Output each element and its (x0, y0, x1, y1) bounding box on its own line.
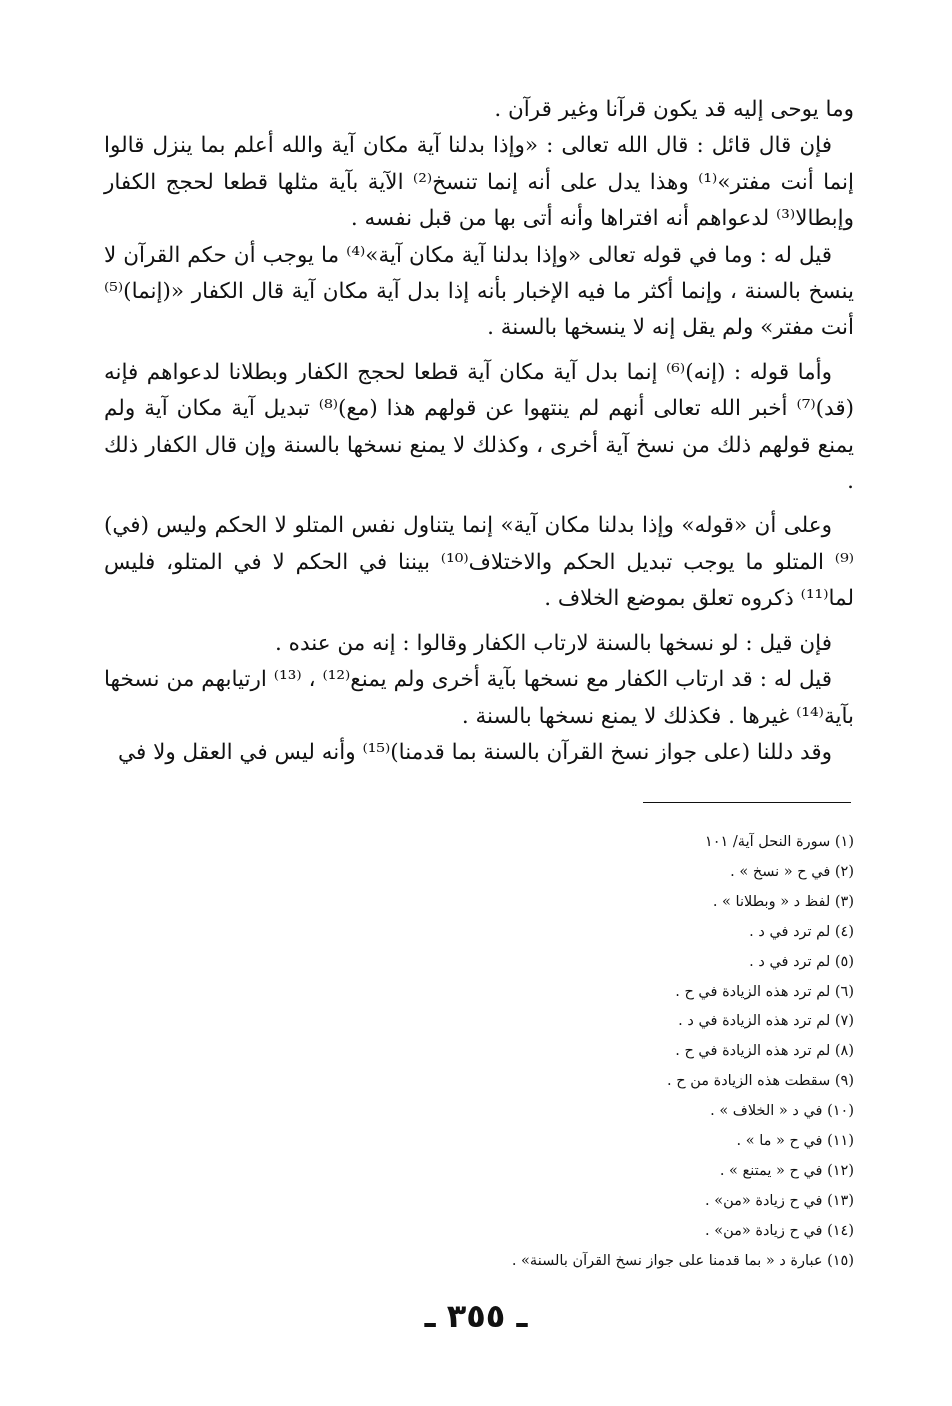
footnote: (٥) لم ترد في د . (749, 953, 854, 970)
footnotes-list (104, 828, 854, 1277)
paragraph-1: وما يوحى إليه قد يكون قرآنا وغير قرآن . (494, 97, 854, 122)
paragraph-5: وعلى أن «قوله» وإذا بدلنا مكان آية» إنما يتناول نفس المتلو لا الحكم وليس (في)⁽⁹⁾ المتلو ما يوجب تبديل الحكم والاختلاف⁽¹⁰⁾ بيننا في الحكم لا في المتلو، فليس لما⁽¹¹⁾ ذكروه تعلق بموضع الخلاف . (104, 513, 854, 612)
main-text (104, 92, 854, 771)
footnote: (٧) لم ترد هذه الزيادة في د . (678, 1013, 854, 1030)
page-number: ـ ٣٥٥ ـ (424, 1297, 528, 1335)
footnote: (١٣) في ح زيادة «من» . (705, 1192, 854, 1209)
paragraph-3: قيل له : وما في قوله تعالى «وإذا بدلنا آية مكان آية»⁽⁴⁾ ما يوجب أن حكم القرآن لا ينسخ بالسنة ، وإنما أكثر ما فيه الإخبار بأنه إذا بدل آية مكان آية قال الكفار «(إنما)⁽⁵⁾ أنت مفتر» ولم يقل إنه لا ينسخها بالسنة . (104, 242, 854, 341)
footnote-separator (643, 802, 851, 803)
footnote: (٦) لم ترد هذه الزيادة في ح . (675, 983, 854, 1000)
footnote: (١٥) عبارة د « بما قدمنا على جواز نسخ القرآن بالسنة» . (511, 1252, 854, 1269)
footnote: (١٢) في ح « يمتنع » . (719, 1162, 854, 1179)
footnote: (٨) لم ترد هذه الزيادة في ح . (675, 1043, 854, 1060)
paragraph-8: وقد دللنا (على جواز نسخ القرآن بالسنة بما قدمنا)⁽¹⁵⁾ وأنه ليس في العقل ولا في (118, 739, 832, 765)
footnote: (٩) سقطت هذه الزيادة من ح . (667, 1073, 854, 1090)
footnote: (١٠) في د « الخلاف » . (710, 1103, 854, 1120)
paragraph-4: وأما قوله : (إنه)⁽⁶⁾ إنما بدل آية مكان آية قطعا لحجج الكفار وبطلانا لدعواهم فإنه (قد)⁽⁷⁾ أخبر الله تعالى أنهم لم ينتهوا عن قولهم هذا (مع)⁽⁸⁾ تبديل آية مكان آية ولم يمنع قولهم ذلك من نسخ آية أخرى ، وكذلك لا يمنع نسخها بالسنة وإن قال الكفار ذلك . (104, 359, 854, 495)
paragraph-6: فإن قيل : لو نسخها بالسنة لارتاب الكفار وقالوا : إنه من عنده . (275, 630, 832, 656)
paragraph-2: فإن قال قائل : قال الله تعالى : «وإذا بدلنا آية مكان آية والله أعلم بما ينزل قالوا إنما أنت مفتر»⁽¹⁾ وهذا يدل على أنه إنما تنسخ⁽²⁾ الآية بآية مثلها قطعا لحجج الكفار وإبطالا⁽³⁾ لدعواهم أنه افتراها وأنه أتى بها من قبل نفسه . (104, 133, 855, 232)
footnote: (٤) لم ترد في د . (749, 923, 854, 940)
footnote: (١١) في ح « ما » . (736, 1133, 854, 1150)
footnote: (٢) في ح « نسخ » . (730, 863, 854, 880)
footnote: (١) سورة النحل آية/ ١٠١ (704, 834, 854, 850)
footnote: (١٤) في ح زيادة «من» . (705, 1222, 854, 1239)
footnote: (٣) لفظ د « وبطلانا » . (712, 893, 854, 910)
paragraph-7: قيل له : قد ارتاب الكفار مع نسخها بآية أخرى ولم يمنع⁽¹²⁾ ، ⁽¹³⁾ ارتيابهم من نسخها بآية⁽¹⁴⁾ غيرها . فكذلك لا يمنع نسخها بالسنة . (104, 667, 854, 729)
